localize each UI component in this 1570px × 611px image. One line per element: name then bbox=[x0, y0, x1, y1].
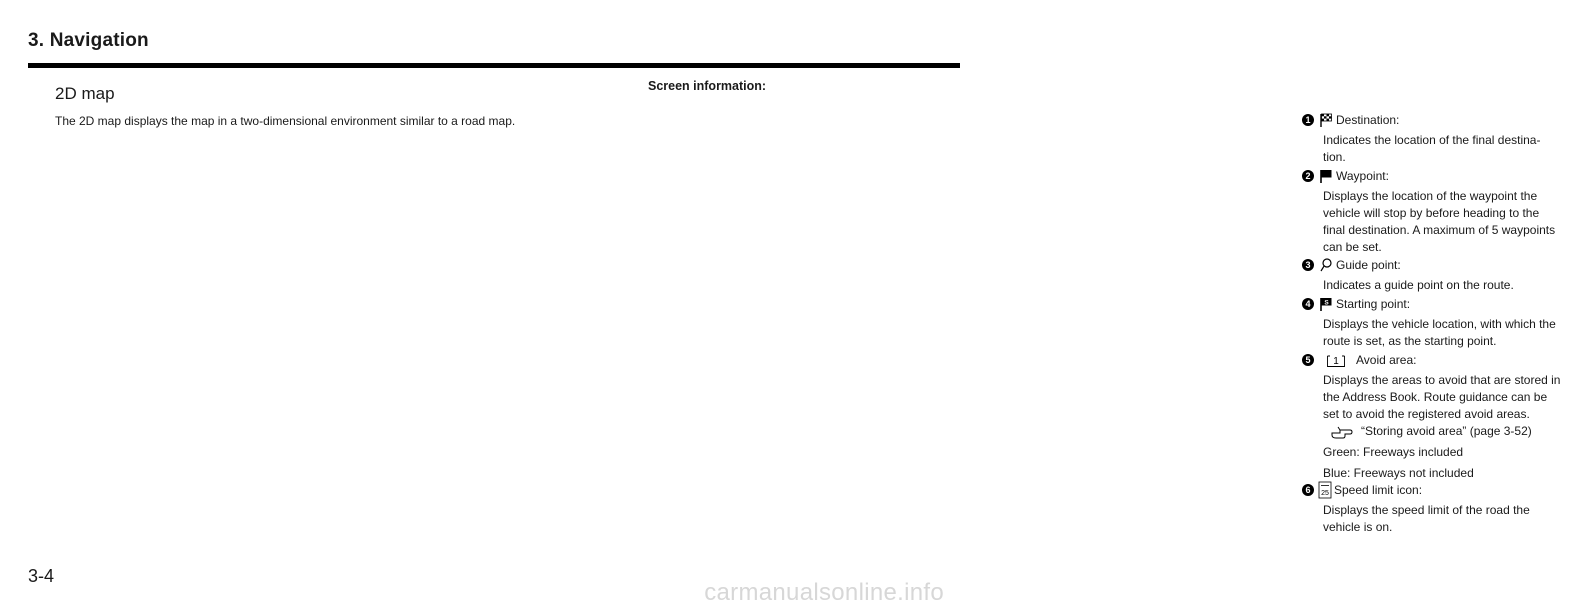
item-number: 3 bbox=[1302, 259, 1314, 271]
item-label: Guide point: bbox=[1336, 257, 1401, 272]
item-label: Waypoint: bbox=[1336, 168, 1389, 183]
item-description-line: route is set, as the starting point. bbox=[1323, 334, 1497, 348]
info-item-speed-limit bbox=[1302, 481, 1570, 536]
section-title: 2D map bbox=[55, 84, 115, 103]
info-item-starting-point bbox=[1302, 295, 1570, 350]
item-description-line: vehicle will stop by before heading to the bbox=[1323, 206, 1540, 220]
item-number: 5 bbox=[1302, 354, 1314, 366]
item-extra-line: Blue: Freeways not included bbox=[1323, 466, 1474, 480]
info-item-waypoint bbox=[1302, 167, 1570, 256]
svg-text:S: S bbox=[1324, 299, 1329, 307]
item-label: Speed limit icon: bbox=[1334, 482, 1423, 497]
intro-paragraph: The 2D map displays the map in a two-dimensional environment similar to a road map. bbox=[55, 114, 516, 128]
item-description-line: Displays the vehicle location, with which the bbox=[1323, 317, 1556, 331]
speed-limit-icon bbox=[1318, 481, 1332, 499]
item-description-line: can be set. bbox=[1323, 240, 1382, 254]
info-item-avoid-area bbox=[1302, 351, 1570, 482]
item-description-line: tion. bbox=[1323, 150, 1346, 164]
page-reference[interactable] bbox=[1331, 423, 1570, 440]
info-item-guide-point bbox=[1302, 256, 1570, 294]
item-description-line: Indicates the location of the final destina- bbox=[1323, 133, 1541, 147]
screen-information-heading: Screen information: bbox=[648, 79, 767, 93]
item-description-line: Displays the location of the waypoint the bbox=[1323, 189, 1538, 203]
header-rule bbox=[28, 63, 960, 68]
item-description-line: Indicates a guide point on the route. bbox=[1323, 278, 1514, 292]
item-number: 4 bbox=[1302, 298, 1314, 310]
item-label: Destination: bbox=[1336, 112, 1400, 127]
item-description-line: Displays the areas to avoid that are stored in bbox=[1323, 373, 1561, 387]
item-number: 6 bbox=[1302, 484, 1314, 496]
item-number: 2 bbox=[1302, 170, 1314, 182]
guide-point-icon bbox=[1318, 257, 1334, 273]
destination-flag-icon bbox=[1318, 112, 1334, 128]
page-number: 3-4 bbox=[28, 566, 55, 586]
watermark: carmanualsonline.info bbox=[704, 579, 944, 606]
speed-limit-icon-value: 25 bbox=[1321, 490, 1329, 497]
pointing-hand-icon bbox=[1331, 425, 1353, 439]
item-number: 1 bbox=[1302, 114, 1314, 126]
item-description-line: final destination. A maximum of 5 waypoints bbox=[1323, 223, 1556, 237]
waypoint-flag-icon bbox=[1318, 168, 1334, 184]
item-extra-line: Green: Freeways included bbox=[1323, 445, 1464, 459]
starting-point-flag-icon bbox=[1318, 296, 1334, 312]
item-label: Avoid area: bbox=[1356, 352, 1417, 367]
chapter-title: 3. Navigation bbox=[28, 30, 149, 51]
avoid-area-icon-number: 1 bbox=[1333, 356, 1339, 367]
avoid-area-icon bbox=[1326, 352, 1346, 368]
item-description-line: vehicle is on. bbox=[1323, 520, 1393, 534]
item-description-line: set to avoid the registered avoid areas. bbox=[1323, 407, 1530, 421]
item-description-line: Displays the speed limit of the road the bbox=[1323, 503, 1530, 517]
item-label: Starting point: bbox=[1336, 296, 1411, 311]
item-description-line: the Address Book. Route guidance can be bbox=[1323, 390, 1548, 404]
page-reference-text[interactable]: “Storing avoid area” (page 3-52) bbox=[1361, 424, 1532, 438]
info-item-destination bbox=[1302, 111, 1570, 166]
